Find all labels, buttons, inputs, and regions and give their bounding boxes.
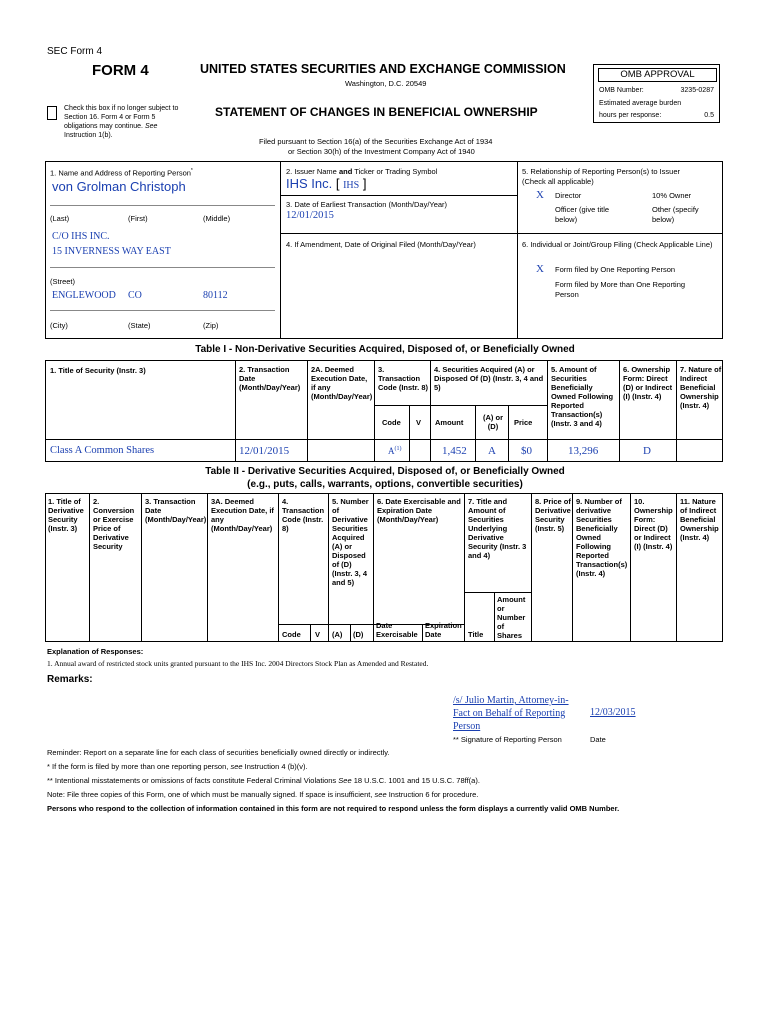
remarks-label: Remarks:: [47, 674, 93, 685]
t2-sub-title: Title: [468, 630, 484, 639]
t1-row-date: 12/01/2015: [239, 445, 290, 457]
street-label: (Street): [50, 277, 76, 286]
t1-sub-code: Code: [382, 418, 401, 427]
t2-col-title: 1. Title of Derivative Security (Instr. 3): [48, 497, 84, 533]
t2-sub-amount: Amount or Number of Shares: [497, 595, 526, 640]
t2-col-underlying: 7. Title and Amount of Securities Underlying Derivative Security (Instr. 3 and 4): [468, 497, 527, 560]
t1-sub-amount: Amount: [435, 418, 464, 427]
zip-label: (Zip): [203, 321, 219, 330]
t1-col-deemed: 2A. Deemed Execution Date, if any (Month/Day/Year): [311, 365, 373, 401]
t2-sub-d: (D): [353, 630, 364, 639]
t1-col-date: 2. Transaction Date (Month/Day/Year): [239, 365, 301, 392]
earliest-date-label: 3. Date of Earliest Transaction (Month/Day/Year): [286, 200, 448, 209]
zip-value: 80112: [203, 290, 228, 301]
t2-sub-a: (A): [332, 630, 343, 639]
city-value: ENGLEWOOD: [52, 290, 116, 301]
state-label: (State): [128, 321, 151, 330]
omb-burden-label: Estimated average burden: [599, 100, 682, 107]
t1-row-title: Class A Common Shares: [50, 445, 155, 456]
last-label: (Last): [50, 214, 70, 223]
reporting-person-name: von Grolman Christoph: [52, 179, 186, 194]
officer-label: Officer (give title below): [555, 205, 610, 224]
footnote-star-1: * If the form is filed by more than one reporting person, see Instruction 4 (b)(v).: [47, 762, 308, 771]
relationship-label: 5. Relationship of Reporting Person(s) to Issuer: [522, 167, 680, 176]
t1-col-form: 6. Ownership Form: Direct (D) or Indirect (I) (Instr. 4): [623, 365, 673, 401]
t1-sub-v: V: [416, 418, 422, 427]
t2-sub-v: V: [315, 630, 321, 639]
omb-hours-value: 0.5: [704, 112, 714, 119]
table2-title-2: (e.g., puts, calls, warrants, options, convertible securities): [247, 479, 523, 490]
other-label: Other (specify below): [652, 205, 699, 224]
one-person-check[interactable]: X: [536, 263, 544, 275]
state-value: CO: [128, 290, 142, 301]
t1-col-nature: 7. Nature of Indirect Beneficial Ownership (Instr. 4): [680, 365, 722, 410]
t1-row-aord: A: [488, 445, 496, 457]
filing-label: 6. Individual or Joint/Group Filing (Check Applicable Line): [522, 240, 713, 249]
omb-title: OMB APPROVAL: [598, 68, 717, 82]
filed-line-2: or Section 30(h) of the Investment Company Act of 1940: [288, 147, 475, 156]
t1-row-code: $A^{(1)}$: [388, 446, 402, 456]
omb-hours-label: hours per response:: [599, 112, 662, 119]
t2-col-number: 5. Number of Derivative Securities Acquired (A) or Disposed of (D) (Instr. 3, 4 and 5): [332, 497, 369, 587]
explanation-note-1: 1. Annual award of restricted stock units granted pursuant to the IHS Inc. 2004 Directors Stock Plan as Amended and Restated.: [47, 659, 429, 668]
t2-col-form: 10. Ownership Form: Direct (D) or Indirect (I) (Instr. 4): [634, 497, 673, 551]
amendment-label: 4. If Amendment, Date of Original Filed (Month/Day/Year): [286, 240, 476, 249]
middle-label: (Middle): [203, 214, 231, 223]
commission-address: Washington, D.C. 20549: [345, 79, 427, 88]
checkbox-text: Check this box if no longer subject to Section 16. Form 4 or Form 5 obligations may continue. See Instruction 1(b).: [64, 105, 179, 139]
t1-row-owned: 13,296: [568, 445, 599, 457]
sec-form-label: SEC Form 4: [47, 46, 103, 57]
issuer-label: 2. Issuer Name and Ticker or Trading Symbol: [286, 167, 438, 176]
filed-line-1: Filed pursuant to Section 16(a) of the Securities Exchange Act of 1934: [259, 137, 493, 146]
t2-col-deemed: 3A. Deemed Execution Date, if any (Month/Day/Year): [211, 497, 274, 533]
t2-col-code: 4. Transaction Code (Instr. 8): [282, 497, 325, 533]
signature-value: /s/ Julio Martin, Attorney-in-Fact on Behalf of Reporting Person: [453, 695, 569, 732]
omb-number-value: 3235-0287: [680, 87, 714, 94]
t1-row-form: D: [643, 445, 651, 457]
table2-title-1: Table II - Derivative Securities Acquired, Disposed of, or Beneficially Owned: [205, 466, 565, 477]
t1-col-code: 3. Transaction Code (Instr. 8): [378, 365, 429, 392]
address-line-2: 15 INVERNESS WAY EAST: [52, 246, 171, 257]
t1-row-amount: 1,452: [442, 445, 467, 457]
t1-sub-aord: (A) or (D): [483, 413, 503, 431]
issuer-value: IHS Inc. [ IHS ]: [286, 176, 367, 191]
reminder-text: Reminder: Report on a separate line for each class of securities beneficially owned directly or indirectly.: [47, 748, 390, 757]
footer-persons: Persons who respond to the collection of information contained in this form are not required to respond unless the form displays a currently valid OMB Number.: [47, 804, 620, 813]
omb-approval-box: [593, 64, 720, 123]
statement-title: STATEMENT OF CHANGES IN BENEFICIAL OWNERSHIP: [215, 105, 538, 119]
reporting-person-label: 1. Name and Address of Reporting Person*: [50, 168, 193, 178]
director-label: Director: [555, 191, 582, 200]
signature-label: ** Signature of Reporting Person: [453, 735, 562, 744]
city-label: (City): [50, 321, 68, 330]
signature-date-label: Date: [590, 735, 606, 744]
t1-col-title: 1. Title of Security (Instr. 3): [50, 366, 146, 375]
first-label: (First): [128, 214, 148, 223]
t2-col-date: 3. Transaction Date (Month/Day/Year): [145, 497, 207, 524]
t2-col-nature: 11. Nature of Indirect Beneficial Ownership (Instr. 4): [680, 497, 719, 542]
more-persons-label: Form filed by More than One Reporting Person: [555, 280, 686, 299]
signature-date: 12/03/2015: [590, 707, 636, 718]
t1-col-securities: 4. Securities Acquired (A) or Disposed Of (D) (Instr. 3, 4 and 5): [434, 365, 544, 392]
ten-percent-owner-label: 10% Owner: [652, 191, 692, 200]
explanation-label: Explanation of Responses:: [47, 647, 144, 656]
relationship-sublabel: (Check all applicable): [522, 177, 594, 186]
t2-sub-expiration: Expiration Date: [425, 621, 462, 639]
footer-note: Note: File three copies of this Form, one of which must be manually signed. If space is insufficient, see Instruction 6 for procedure.: [47, 790, 479, 799]
table1-title: Table I - Non-Derivative Securities Acquired, Disposed of, or Beneficially Owned: [195, 344, 575, 355]
footnote-star-2: ** Intentional misstatements or omissions of facts constitute Federal Criminal Violations See 18 U.S.C. 1001 and 15 U.S.C. 78ff(a).: [47, 776, 480, 785]
one-person-label: Form filed by One Reporting Person: [555, 265, 676, 274]
earliest-date-value: 12/01/2015: [286, 210, 334, 221]
address-line-1: C/O IHS INC.: [52, 231, 110, 242]
director-check[interactable]: X: [536, 189, 544, 201]
t2-col-owned: 9. Number of derivative Securities Beneficially Owned Following Reported Transaction(s) (Instr. 4): [576, 497, 628, 578]
no-longer-subject-checkbox[interactable]: [47, 106, 57, 120]
t2-col-price: 8. Price of Derivative Security (Instr. 5): [535, 497, 571, 533]
t2-col-exercisable: 6. Date Exercisable and Expiration Date (Month/Day/Year): [377, 497, 461, 524]
t2-col-conversion: 2. Conversion or Exercise Price of Derivative Security: [93, 497, 135, 551]
t2-sub-code: Code: [282, 630, 301, 639]
t1-col-owned: 5. Amount of Securities Beneficially Owned Following Reported Transaction(s) (Instr. 3 and 4): [551, 365, 614, 428]
t1-row-price: $0: [521, 445, 532, 457]
omb-number-label: OMB Number:: [599, 87, 644, 94]
commission-title: UNITED STATES SECURITIES AND EXCHANGE COMMISSION: [200, 62, 566, 76]
t2-sub-exercisable: Date Exercisable: [376, 621, 418, 639]
form-title: FORM 4: [92, 62, 149, 79]
t1-sub-price: Price: [514, 418, 533, 427]
